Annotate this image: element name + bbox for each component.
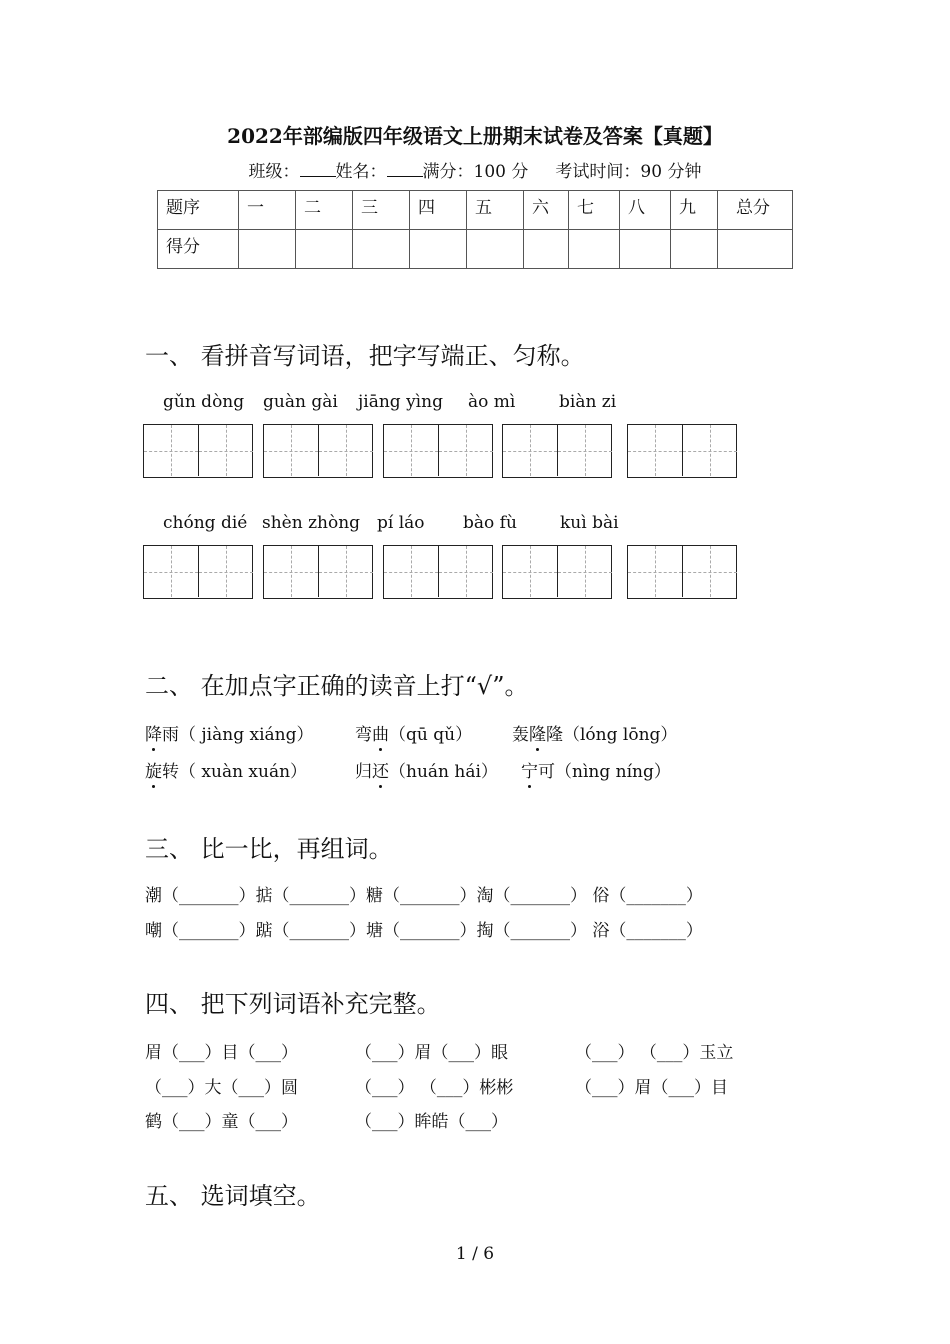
writing-grid[interactable]: [383, 424, 493, 478]
idiom-fill[interactable]: （___）大（___）圆: [145, 1078, 298, 1098]
reading-options: （qū qǔ）: [389, 725, 473, 745]
section-5-heading: 五、 选词填空。: [145, 1182, 321, 1210]
reading-options: 可（nìng níng）: [538, 762, 671, 782]
reading-item[interactable]: [355, 757, 498, 782]
reading-item[interactable]: [355, 720, 472, 745]
writing-grid[interactable]: [502, 545, 612, 599]
word-compare-row[interactable]: 潮（_______）掂（_______）糖（_______）淘（_______） 俗（_______）: [145, 886, 703, 906]
reading-item[interactable]: [521, 757, 671, 782]
table-cell: 一: [239, 191, 296, 230]
idiom-fill[interactable]: （___）眸皓（___）: [355, 1112, 508, 1132]
dotted-char: 旋: [145, 757, 162, 782]
table-cell: 九: [671, 191, 718, 230]
score-input-cell[interactable]: [620, 230, 671, 269]
table-cell: 三: [353, 191, 410, 230]
idiom-fill[interactable]: （___）眉（___）眼: [355, 1043, 508, 1063]
table-cell: 题序: [158, 191, 239, 230]
pinyin-label: biàn zi: [559, 392, 617, 412]
plain-char: 弯: [355, 725, 372, 745]
writing-grid[interactable]: [143, 545, 253, 599]
page-title: 2022年部编版四年级语文上册期末试卷及答案【真题】: [227, 124, 723, 148]
pinyin-label: guàn gài: [263, 392, 338, 412]
table-cell: 七: [569, 191, 620, 230]
score-table: [157, 190, 793, 269]
writing-grid[interactable]: [383, 545, 493, 599]
class-blank: [300, 162, 336, 177]
idiom-fill[interactable]: 眉（___）目（___）: [145, 1043, 298, 1063]
table-cell: 得分: [158, 230, 239, 269]
writing-grid[interactable]: [263, 424, 373, 478]
reading-options: 隆（lóng lōng）: [546, 725, 678, 745]
score-input-cell[interactable]: [718, 230, 793, 269]
word-compare-row[interactable]: 嘲（_______）踮（_______）塘（_______）掏（_______） 浴（_______）: [145, 921, 703, 941]
pinyin-label: gǔn dòng: [163, 392, 245, 412]
idiom-fill[interactable]: （___） （___）彬彬: [355, 1078, 514, 1098]
pinyin-label: pí láo: [377, 513, 425, 533]
idiom-fill[interactable]: （___）眉（___）目: [575, 1078, 728, 1098]
exam-info: [0, 157, 950, 182]
page-number: 1 / 6: [455, 1244, 495, 1264]
pinyin-label: chóng dié: [163, 513, 248, 533]
dotted-char: 宁: [521, 757, 538, 782]
score-input-cell[interactable]: [569, 230, 620, 269]
writing-grid[interactable]: [627, 424, 737, 478]
dotted-char: 还: [372, 757, 389, 782]
reading-item[interactable]: [145, 720, 313, 745]
section-2-heading: 二、 在加点字正确的读音上打“√”。: [145, 672, 529, 700]
name-blank: [387, 162, 423, 177]
score-input-cell[interactable]: [296, 230, 353, 269]
writing-grid[interactable]: [502, 424, 612, 478]
exam-time: 考试时间：90 分钟: [555, 162, 702, 182]
plain-char: 轰: [512, 725, 529, 745]
table-cell: 五: [467, 191, 524, 230]
name-label: 姓名：: [335, 162, 387, 182]
pinyin-label: jiāng yìng: [358, 392, 443, 412]
score-input-cell[interactable]: [239, 230, 296, 269]
reading-options: 转（ xuàn xuán）: [162, 762, 308, 782]
section-4-heading: 四、 把下列词语补充完整。: [145, 990, 441, 1018]
reading-options: 雨（ jiàng xiáng）: [162, 725, 314, 745]
score-table-score-row: [158, 230, 793, 269]
score-table-header-row: [158, 191, 793, 230]
section-3-heading: 三、 比一比，再组词。: [145, 835, 393, 863]
reading-options: （huán hái）: [389, 762, 498, 782]
pinyin-label: shèn zhòng: [262, 513, 361, 533]
dotted-char: 曲: [372, 720, 389, 745]
pinyin-label: ào mì: [468, 392, 516, 412]
table-cell: 八: [620, 191, 671, 230]
score-input-cell[interactable]: [524, 230, 569, 269]
writing-grid[interactable]: [143, 424, 253, 478]
idiom-fill[interactable]: （___） （___）玉立: [575, 1043, 734, 1063]
table-cell: 二: [296, 191, 353, 230]
table-cell: 总分: [718, 191, 793, 230]
class-label: 班级：: [248, 162, 300, 182]
idiom-fill[interactable]: 鹤（___）童（___）: [145, 1112, 298, 1132]
table-cell: 四: [410, 191, 467, 230]
dotted-char: 隆: [529, 720, 546, 745]
score-input-cell[interactable]: [410, 230, 467, 269]
reading-item[interactable]: [145, 757, 307, 782]
score-input-cell[interactable]: [467, 230, 524, 269]
table-cell: 六: [524, 191, 569, 230]
plain-char: 归: [355, 762, 372, 782]
writing-grid[interactable]: [263, 545, 373, 599]
reading-item[interactable]: [512, 720, 677, 745]
pinyin-label: bào fù: [463, 513, 517, 533]
score-input-cell[interactable]: [671, 230, 718, 269]
score-input-cell[interactable]: [353, 230, 410, 269]
section-1-heading: 一、 看拼音写词语，把字写端正、匀称。: [145, 342, 585, 370]
writing-grid[interactable]: [627, 545, 737, 599]
pinyin-label: kuì bài: [560, 513, 619, 533]
full-score: 满分：100 分: [422, 162, 529, 182]
dotted-char: 降: [145, 720, 162, 745]
